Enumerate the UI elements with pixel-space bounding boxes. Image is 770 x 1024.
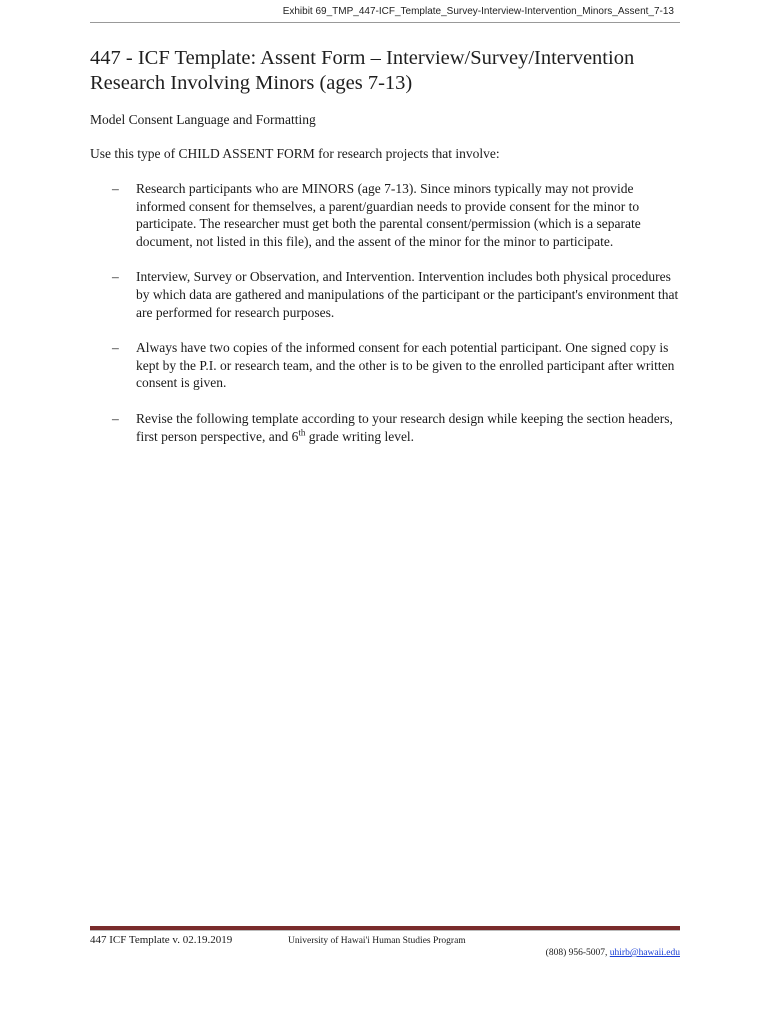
exhibit-header: Exhibit 69_TMP_447-ICF_Template_Survey-Interview-Intervention_Minors_Assent_7-13 <box>282 6 674 17</box>
footer-org: University of Hawai'i Human Studies Program <box>288 936 466 946</box>
footer-phone: (808) 956-5007, <box>545 948 610 958</box>
email-link[interactable]: uhirb@hawaii.edu <box>609 948 680 958</box>
list-item-text: Revise the following template according to your research design while keeping the section headers, first person perspective, and 6 <box>136 410 673 444</box>
list-item <box>90 268 685 321</box>
list-item <box>90 339 685 392</box>
footer-version: 447 ICF Template v. 02.19.2019 <box>90 934 233 946</box>
dash-marker: – <box>112 410 119 426</box>
superscript: th <box>298 427 306 438</box>
list-item-text: Always have two copies of the informed consent for each potential participant. One signed copy is kept by the P.I. or research team, and the other is to be given to the enrolled participant after written consent is given. <box>136 340 675 391</box>
document-title: 447 - ICF Template: Assent Form – Interview/Survey/Intervention Research Involving Minors (ages 7-13) <box>90 47 635 94</box>
subtitle: Model Consent Language and Formatting <box>90 112 316 127</box>
dash-marker: – <box>112 340 119 356</box>
list-item <box>90 410 685 445</box>
header-divider <box>90 22 680 23</box>
list-item-text-end: grade writing level. <box>305 428 415 444</box>
list-item-text: Research participants who are MINORS (age 7-13). Since minors typically may not provide informed consent for themselves, a parent/guardian needs to provide consent for the minor to participate. The researcher must get both the parental consent/permission (which is a separate document, not listed in this file), and the assent of the minor for the minor to participate. <box>136 181 641 249</box>
intro-text: Use this type of CHILD ASSENT FORM for research projects that involve: <box>90 146 500 161</box>
footer-rule <box>90 926 680 931</box>
list-item-text: Interview, Survey or Observation, and Intervention. Intervention includes both physical procedures by which data are gathered and manipulations of the participant or the participant's environment that are performed for research purposes. <box>136 269 679 320</box>
bullet-list <box>90 180 685 463</box>
list-item <box>90 180 685 250</box>
dash-marker: – <box>112 269 119 285</box>
dash-marker: – <box>112 181 119 196</box>
footer-contact <box>546 948 680 958</box>
